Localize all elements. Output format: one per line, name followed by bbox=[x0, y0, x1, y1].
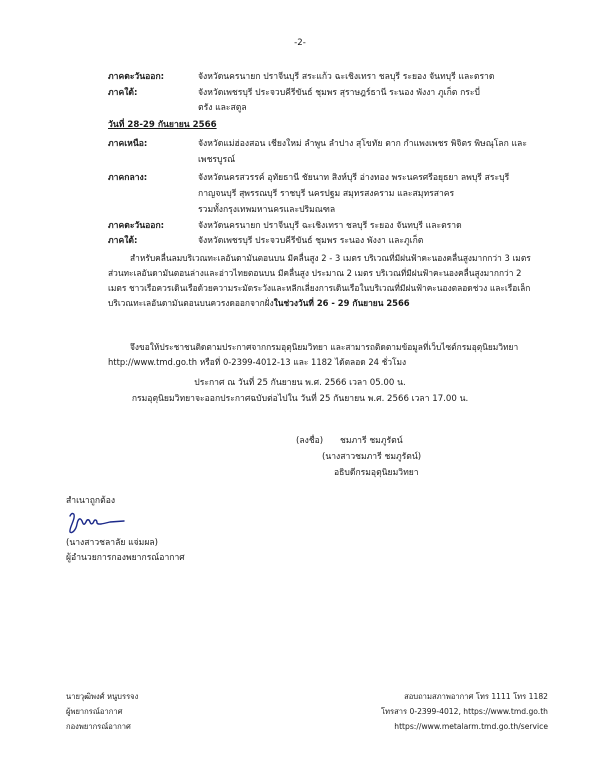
announcement-date: ประกาศ ณ วันที่ 25 กันยายน พ.ศ. 2566 เวลา 05.00 น. bbox=[194, 378, 406, 388]
region-label-south-2: ภาคใต้: bbox=[108, 236, 138, 246]
certified-name: (นางสาวชลาลัย แจ่มผล) bbox=[66, 538, 158, 548]
signed-prefix: (ลงชื่อ) bbox=[296, 436, 324, 446]
region-value-east: จังหวัดนครนายก ปราจีนบุรี สระแก้ว ฉะเชิงเทรา ชลบุรี ระยอง จันทบุรี และตราด bbox=[198, 72, 495, 82]
next-announcement: กรมอุตุนิยมวิทยาจะออกประกาศฉบับต่อไปใน วันที่ 25 กันยายน พ.ศ. 2566 เวลา 17.00 น. bbox=[131, 394, 469, 404]
region-value-central-line1: จังหวัดนครสวรรค์ อุทัยธานี ชัยนาท สิงห์บุรี อ่างทอง พระนครศรีอยุธยา ลพบุรี สระบุรี bbox=[198, 173, 510, 183]
wave-paragraph-text: สำหรับคลื่นลมบริเวณทะเลอันดามันตอนบน มีคลื่นสูง 2 - 3 เมตร บริเวณที่มีฝนฟ้าคะนองคลื่นสูงมากกว่า 3 เมตร ส่วนทะเลอันดามันตอนล่างและอ่าวไทยตอนบน มีคลื่นสูง ประมาณ 2 เมตร บริเวณที่มีฝนฟ้าคะนองคลื่นสูงมากกว่า 2 เมตร ชาวเรือควรเดินเรือด้วยความระมัดระวังและหลีกเลี่ยงการเดินเรือในบริเวณที่มีฝนฟ้าคะนองตลอดช่วง และเรือเล็กบริเวณทะเลอันดามันตอนบนควรงดออกจากฝั่ง bbox=[108, 253, 531, 308]
region-label-south: ภาคใต้: bbox=[108, 88, 138, 98]
signatory-position: อธิบดีกรมอุตุนิยมวิทยา bbox=[334, 468, 419, 478]
region-value-south-line1: จังหวัดเพชรบุรี ประจวบคีรีขันธ์ ชุมพร สุราษฎร์ธานี ระนอง พังงา ภูเก็ต กระบี่ bbox=[198, 88, 480, 98]
region-value-north-line2: เพชรบูรณ์ bbox=[198, 155, 236, 165]
footer-forecaster-name: นายวุฒิพงศ์ หนูบรรจง bbox=[66, 692, 139, 701]
page-number: -2- bbox=[294, 38, 306, 48]
region-value-south-line2: ตรัง และสตูล bbox=[198, 103, 247, 113]
signature-scribble bbox=[66, 510, 146, 536]
footer-hotline: สอบถามสภาพอากาศ โทร 1111 โทร 1182 bbox=[404, 692, 548, 701]
footer-division: กองพยากรณ์อากาศ bbox=[66, 722, 131, 731]
wave-paragraph bbox=[108, 251, 538, 311]
region-value-north-line1: จังหวัดแม่ฮ่องสอน เชียงใหม่ ลำพูน ลำปาง สุโขทัย ตาก กำแพงเพชร พิจิตร พิษณุโลก และ bbox=[198, 139, 527, 149]
footer-forecaster-title: ผู้พยากรณ์อากาศ bbox=[66, 707, 123, 716]
footer-service-link[interactable]: https://www.metalarm.tmd.go.th/service bbox=[394, 722, 548, 731]
info-paragraph bbox=[108, 340, 538, 370]
signatory-full-name: (นางสาวชมภารี ชมภูรัตน์) bbox=[322, 452, 422, 462]
region-value-central-line3: รวมทั้งกรุงเทพมหานครและปริมณฑล bbox=[198, 205, 336, 215]
region-label-east: ภาคตะวันออก: bbox=[108, 72, 165, 82]
certified-copy-label: สำเนาถูกต้อง bbox=[66, 496, 116, 506]
info-paragraph-text: จึงขอให้ประชาชนติดตามประกาศจากกรมอุตุนิยมวิทยา และสามารถติดตามข้อมูลที่เว็บไซต์กรมอุตุนิยมวิทยา http://www.tmd.go.th หรือที่ 0-2399-4012-13 และ 1182 ได้ตลอด 24 ชั่วโมง bbox=[108, 342, 519, 367]
region-label-north: ภาคเหนือ: bbox=[108, 139, 148, 149]
region-value-east-2: จังหวัดนครนายก ปราจีนบุรี ฉะเชิงเทรา ชลบุรี ระยอง จันทบุรี และตราด bbox=[198, 221, 462, 231]
date-heading: วันที่ 28-29 กันยายน 2566 bbox=[108, 120, 217, 130]
signed-name: ชมภารี ชมภูรัตน์ bbox=[340, 436, 403, 446]
region-value-central-line2: กาญจนบุรี สุพรรณบุรี ราชบุรี นครปฐม สมุทรสงคราม และสมุทรสาคร bbox=[198, 189, 455, 199]
wave-paragraph-bold-tail: ในช่วงวันที่ 26 - 29 กันยายน 2566 bbox=[273, 298, 410, 308]
region-value-south-2: จังหวัดเพชรบุรี ประจวบคีรีขันธ์ ชุมพร ระนอง พังงา และภูเก็ต bbox=[198, 236, 424, 246]
region-label-central: ภาคกลาง: bbox=[108, 173, 148, 183]
footer-fax-website: โทรสาร 0-2399-4012, https://www.tmd.go.th bbox=[380, 707, 548, 716]
certified-position: ผู้อำนวยการกองพยากรณ์อากาศ bbox=[66, 553, 185, 563]
region-label-east-2: ภาคตะวันออก: bbox=[108, 221, 165, 231]
handwritten-signature bbox=[66, 510, 146, 536]
